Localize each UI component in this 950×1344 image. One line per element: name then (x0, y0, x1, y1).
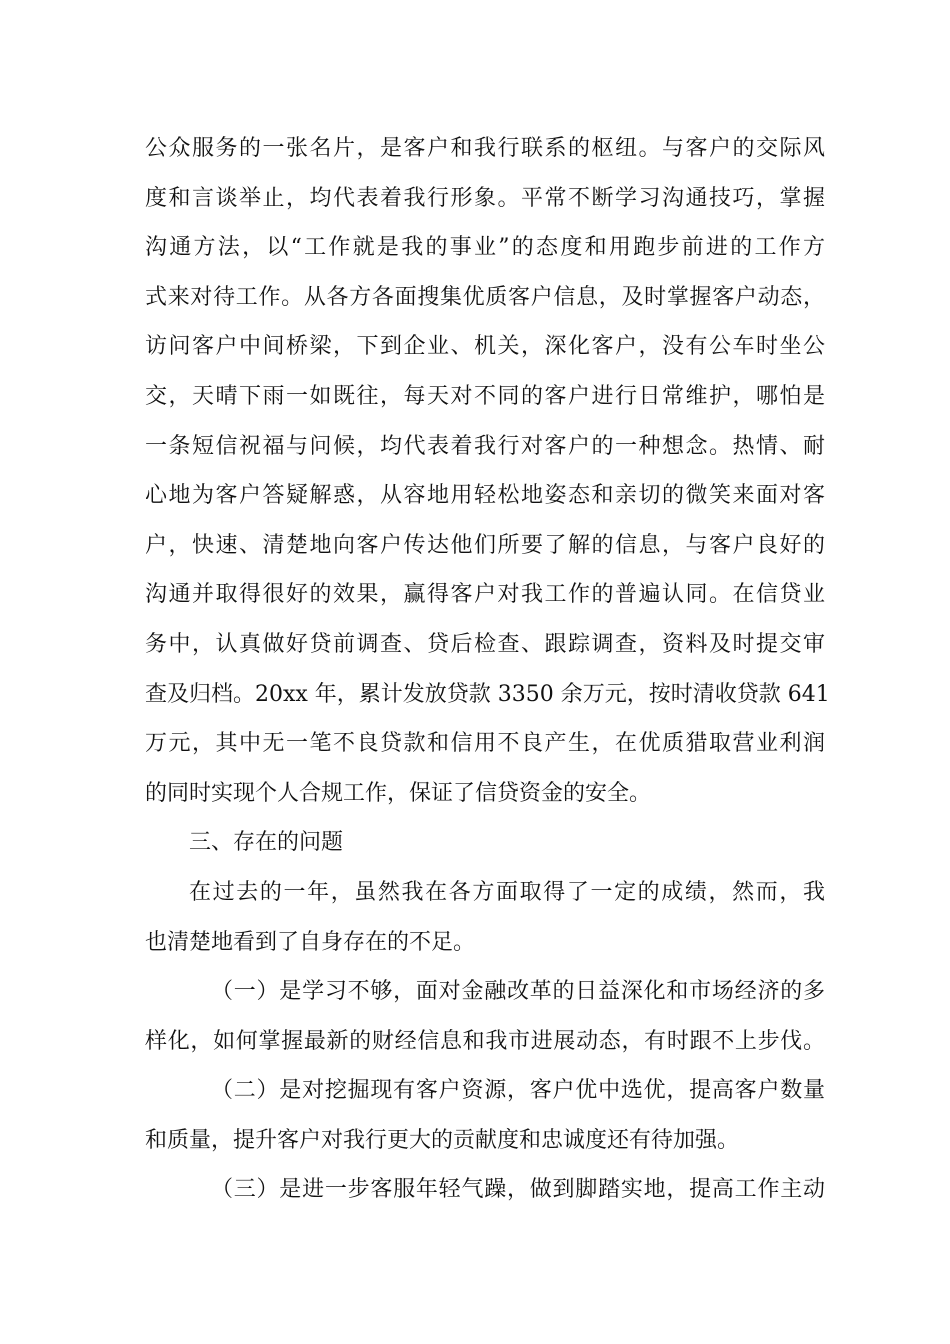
section-heading: 三、存在的问题 (189, 830, 344, 856)
paragraph-line: 度和言谈举止，均代表着我行形象。平常不断学习沟通技巧，掌握 (145, 185, 825, 211)
paragraph-line: 一条短信祝福与问候，均代表着我行对客户的一种想念。热情、耐 (145, 433, 825, 459)
paragraph-line: 务中，认真做好贷前调查、贷后检查、跟踪调查，资料及时提交审 (145, 631, 825, 657)
paragraph-line: 也清楚地看到了自身存在的不足。 (145, 929, 476, 955)
paragraph-line: 户，快速、清楚地向客户传达他们所要了解的信息，与客户良好的 (145, 532, 825, 558)
list-item-line: 和质量，提升客户对我行更大的贡献度和忠诚度还有待加强。 (145, 1127, 740, 1153)
paragraph-line: 公众服务的一张名片，是客户和我行联系的枢纽。与客户的交际风 (145, 136, 825, 161)
paragraph-line: 查及归档。20xx 年，累计发放贷款 3350 余万元，按时清收贷款 641 (145, 681, 830, 707)
paragraph-line: 沟通方法，以“工作就是我的事业”的态度和用跑步前进的工作方 (145, 235, 825, 261)
paragraph-line: 交，天晴下雨一如既往，每天对不同的客户进行日常维护，哪怕是 (145, 383, 825, 409)
list-item-line: 样化，如何掌握最新的财经信息和我市进展动态，有时跟不上步伐。 (145, 1028, 825, 1054)
document-body (145, 124, 830, 1215)
paragraph-line: 访问客户中间桥梁，下到企业、机关，深化客户，没有公车时坐公 (145, 334, 825, 360)
paragraph-line: 万元，其中无一笔不良贷款和信用不良产生，在优质猎取营业利润 (145, 731, 825, 757)
list-item-line: （三）是进一步客服年轻气躁，做到脚踏实地，提高工作主动 (211, 1177, 825, 1203)
paragraph-line: 的同时实现个人合规工作，保证了信贷资金的安全。 (145, 780, 652, 806)
list-item-line: （二）是对挖掘现有客户资源，客户优中选优，提高客户数量 (211, 1078, 825, 1104)
paragraph-line: 在过去的一年，虽然我在各方面取得了一定的成绩，然而，我 (189, 879, 825, 905)
paragraph-line: 式来对待工作。从各方各面搜集优质客户信息，及时掌握客户动态， (145, 284, 825, 310)
paragraph-line: 沟通并取得很好的效果，赢得客户对我工作的普遍认同。在信贷业 (145, 582, 825, 608)
paragraph-line: 心地为客户答疑解惑，从容地用轻松地姿态和亲切的微笑来面对客 (145, 483, 825, 509)
list-item-line: （一）是学习不够，面对金融改革的日益深化和市场经济的多 (211, 979, 825, 1005)
